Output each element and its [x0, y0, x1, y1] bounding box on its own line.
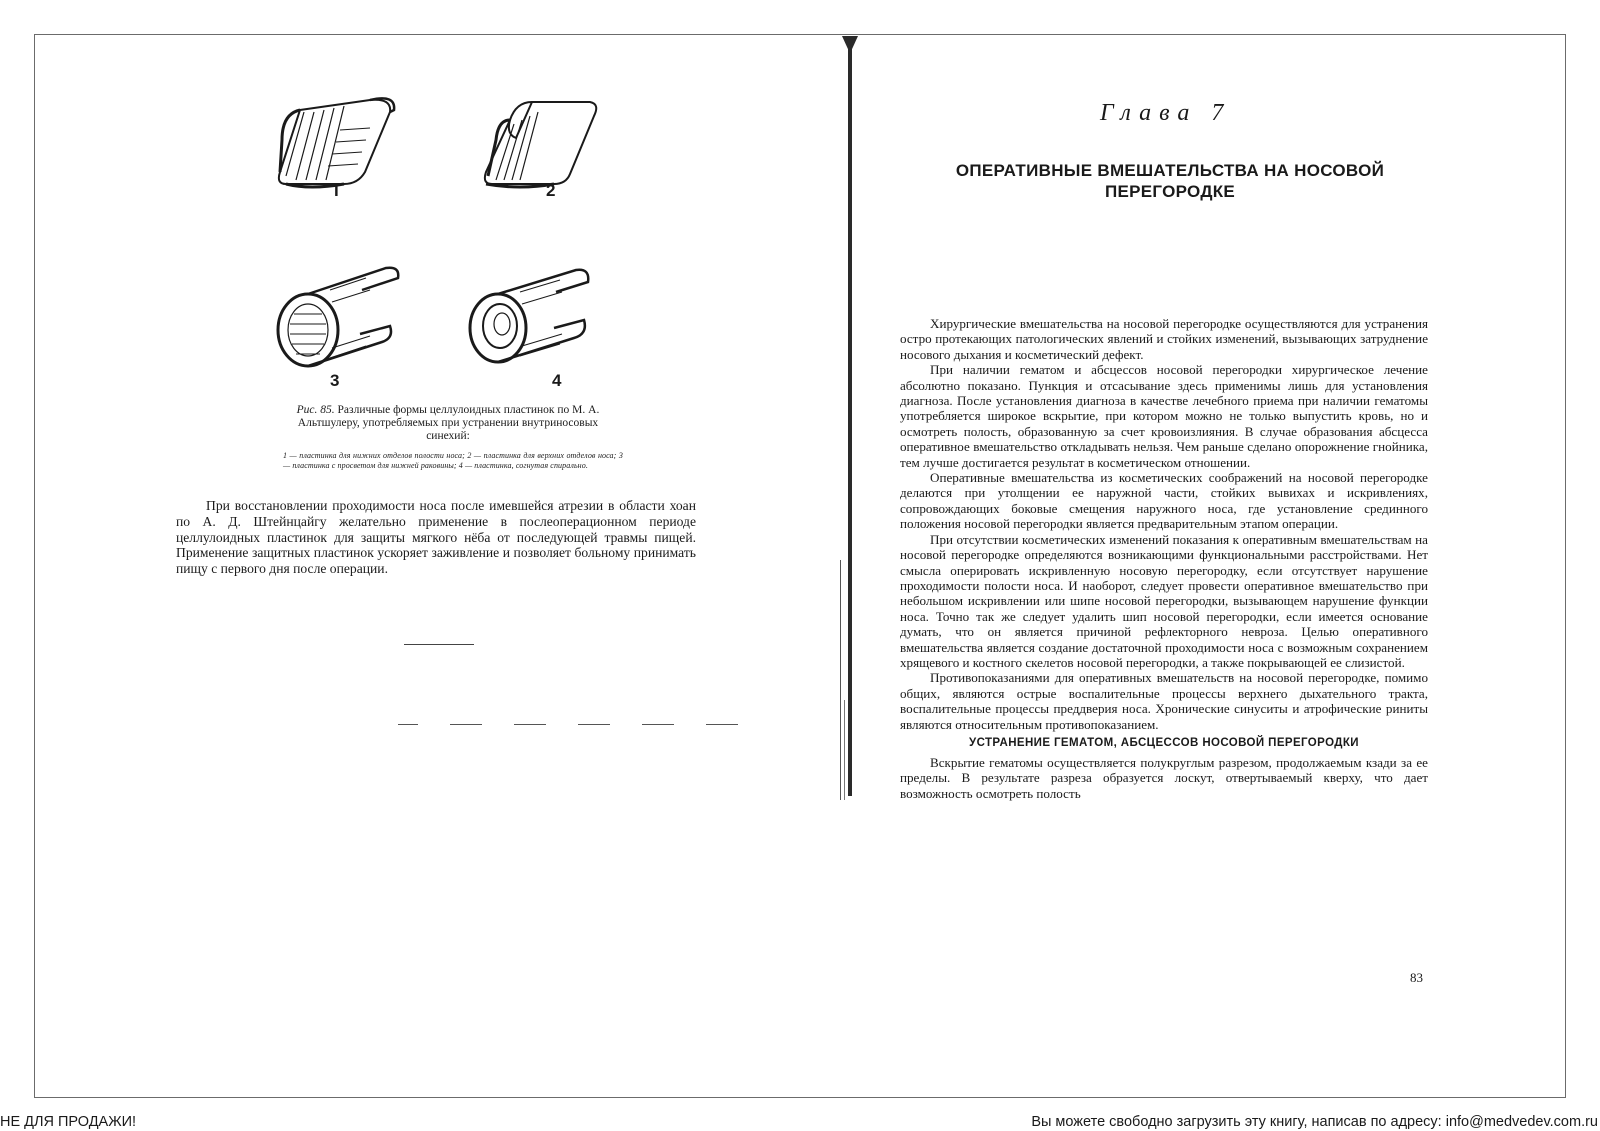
- figure-label-2: 2: [546, 181, 556, 200]
- dash-line-1: [398, 724, 418, 725]
- dash-line-2: [450, 724, 482, 725]
- footer-left-note: НЕ ДЛЯ ПРОДАЖИ!: [0, 1114, 137, 1130]
- figure-label-4: 4: [552, 371, 562, 390]
- body-paragraph-4: При отсутствии косметических изменений показания к оперативным вмешательствам на носовой перегородке определяются возникающими функциональными расстройствами. Нет смысла оперировать искривленную носовую перегородку, если отсутствует нарушение проходимости полости носа. И наоборот, следует провести оперативное вмешательство при небольшом искривлении или шипе носовой перегородки, вызывающем нарушение функции носа. Точно так же следует удалить шип носовой перегородки, если имеется основание думать, что он является причиной рефлекторного невроза. Целью оперативного вмешательства является создание достаточной проходимости носа с возможным сохранением хрящевого и костного скелетов носовой перегородки, а также покрывающей ее слизистой.: [900, 531, 1428, 670]
- body-paragraph-2: При наличии гематом и абсцессов носовой перегородки хирургическое лечение абсолютно показано. Пункция и отсасывание здесь применимы лишь для установления диагноза. После установления диагноза в качестве лечебного приема при наличии гематомы употребляется широкое вскрытие, при котором можно не только выпустить кровь, но и осмотреть полость, образованную за счет кровоизлияния. В случае образования абсцесса оперативное вмешательство откладывать нельзя. Чем раньше сделано опорожнение гнойника, тем лучше достигается результат в косметическом отношении.: [900, 362, 1428, 470]
- body-paragraph-1: Хирургические вмешательства на носовой перегородке осуществляются для устранения остро протекающих патологических явлений и стойких изменений, вызывающих затруднение носового дыхания и косметический дефект.: [900, 316, 1428, 362]
- dash-line-3: [514, 724, 546, 725]
- plate-2-illustration: [485, 102, 596, 187]
- chapter-title: ОПЕРАТИВНЫЕ ВМЕШАТЕЛЬСТВА НА НОСОВОЙ ПЕРЕГОРОДКЕ: [955, 161, 1385, 201]
- body-paragraph-5: Противопоказаниями для оперативных вмешательств на носовой перегородке, помимо общих, являются острые воспалительные процессы верхнего дыхательного тракта, воспалительные процессы преддверия носа. Хронические синуситы и атрофические риниты являются относительным противопоказанием.: [900, 670, 1428, 732]
- figure-85-plates: [270, 80, 630, 400]
- plate-3-illustration: [278, 268, 398, 366]
- section-heading: УСТРАНЕНИЕ ГЕМАТОМ, АБСЦЕССОВ НОСОВОЙ ПЕРЕГОРОДКИ: [969, 736, 1359, 749]
- gutter-shadow-2: [844, 700, 845, 800]
- gutter-shadow: [840, 560, 841, 800]
- chapter-heading: Глава 7: [1100, 100, 1232, 126]
- dash-line-5: [642, 724, 674, 725]
- figure-label-3: 3: [330, 371, 340, 390]
- dash-line-4: [578, 724, 610, 725]
- page-number: 83: [1410, 970, 1423, 985]
- body-paragraph-3: Оперативные вмешательства из косметических соображений на носовой перегородке делаются при утолщении ее наружной части, стойких вывихах и искривлениях, сопровождающих боковые смещения наружного носа, где установление срединного положения носовой перегородки является предварительным этапом операции.: [900, 470, 1428, 532]
- figure-legend: 1 — пластинка для нижних отделов полости носа; 2 — пластинка для верхних отделов носа; 3 — пластинка с просветом для нижней раковины; 4 — пластинка, согнутая спирально.: [283, 451, 623, 470]
- right-page-body: [900, 316, 1428, 801]
- figure-label-1: I: [334, 181, 339, 200]
- left-page-paragraph: При восстановлении проходимости носа после имевшейся атрезии в области хоан по А. Д. Штейнцайгу желательно применение в послеоперационном периоде целлулоидных пластинок для защиты мягкого нёба от последующей травмы пищей. Применение защитных пластинок ускоряет заживление и позволяет больному принимать пищу с первого дня после операции.: [176, 498, 696, 577]
- section-paragraph: Вскрытие гематомы осуществляется полукруглым разрезом, продолжаемым кзади за ее пределы. В результате разреза образуется лоскут, отвертываемый кверху, что дает возможность осмотреть полость: [900, 754, 1428, 801]
- plate-1-illustration: [279, 98, 394, 187]
- separator-line: [404, 644, 474, 645]
- footer-right-note: Вы можете свободно загрузить эту книгу, написав по адресу: info@medvedev.com.ru: [1031, 1114, 1598, 1130]
- plate-4-illustration: [470, 270, 588, 362]
- figure-caption-lead: Рис. 85.: [296, 404, 335, 416]
- dash-line-6: [706, 724, 738, 725]
- figure-caption: [278, 404, 618, 443]
- book-gutter: [848, 36, 852, 796]
- figure-caption-text: Различные формы целлулоидных пластинок по М. А. Альтшулеру, употребляемых при устранении внутриносовых синехий:: [297, 404, 600, 442]
